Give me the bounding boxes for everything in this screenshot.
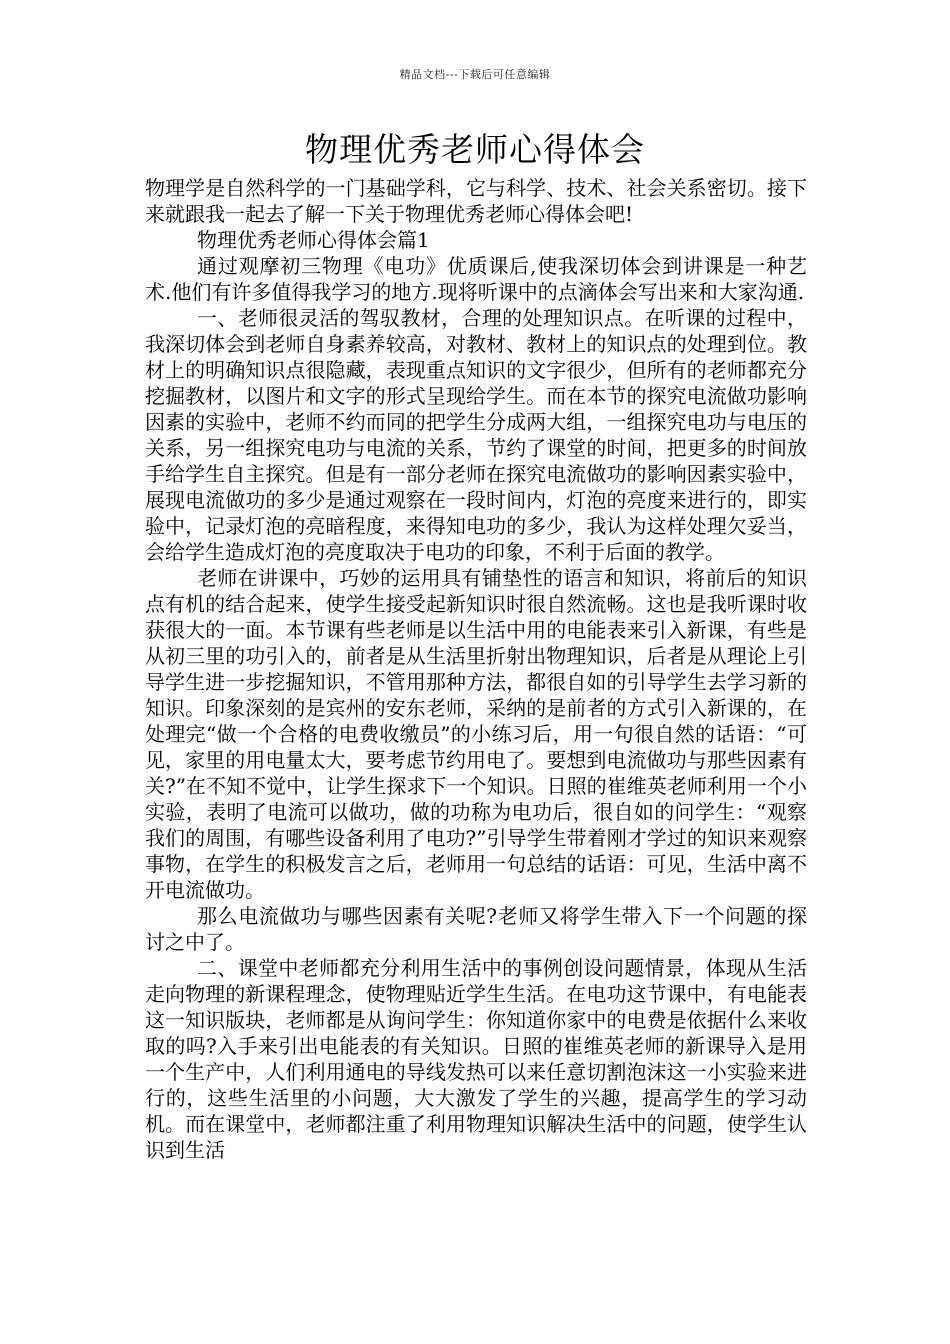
body-paragraph: 一、老师很灵活的驾驭教材，合理的处理知识点。在听课的过程中，我深切体会到老师自身素养较高，对教材、教材上的知识点的处理到位。教材上的明确知识点很隐藏，表现重点知识的文字很少，但所有的老师都充分挖掘教材，以图片和文字的形式呈现给学生。而在本节的探究电流做功影响因素的实验中，老师不约而同的把学生分成两大组，一组探究电功与电压的关系，另一组探究电功与电流的关系，节约了课堂的时间，把更多的时间放手给学生自主探究。但是有一部分老师在探究电流做功的影响因素实验中，展现电流做功的多少是通过观察在一段时间内，灯泡的亮度来进行的，即实验中，记录灯泡的亮暗程度，来得知电功的多少，我认为这样处理欠妥当，会给学生造成灯泡的亮度取决于电功的印象，不利于后面的教学。 <box>145 306 807 564</box>
body-paragraph: 二、课堂中老师都充分利用生活中的事例创设问题情景，体现从生活走向物理的新课程理念，使物理贴近学生生活。在电功这节课中，有电能表这一知识版块，老师都是从询问学生：你知道你家中的电费是依据什么来收取的吗?入手来引出电能表的有关知识。日照的崔维英老师的新课导入是用一个生产中，人们利用通电的导线发热可以来任意切割泡沫这一小实验来进行的，这些生活里的小问题，大大激发了学生的兴趣，提高学生的学习动机。而在课堂中，老师都注重了利用物理知识解决生活中的问题，使学生认识到生活 <box>145 956 807 1162</box>
page-title: 物理优秀老师心得体会 <box>305 130 645 169</box>
header-note: 精品文档---下载后可任意编辑 <box>399 68 551 81</box>
body-paragraph: 通过观摩初三物理《电功》优质课后,使我深切体会到讲课是一种艺术.他们有许多值得我学习的地方.现将听课中的点滴体会写出来和大家沟通. <box>145 254 807 304</box>
intro-paragraph: 物理学是自然科学的一门基础学科，它与科学、技术、社会关系密切。接下来就跟我一起去了解一下关于物理优秀老师心得体会吧! <box>145 176 807 226</box>
body-paragraph: 那么电流做功与哪些因素有关呢?老师又将学生带入下一个问题的探讨之中了。 <box>145 904 807 954</box>
body-paragraph: 老师在讲课中，巧妙的运用具有铺垫性的语言和知识，将前后的知识点有机的结合起来，使学生接受起新知识时很自然流畅。这也是我听课时收获很大的一面。本节课有些老师是以生活中用的电能表来引入新课，有些是从初三里的功引入的，前者是从生活里折射出物理知识，后者是从理论上引导学生进一步挖掘知识，不管用那种方法，都很自如的引导学生去学习新的知识。印象深刻的是宾州的安东老师，采纳的是前者的方式引入新课的，在处理完“做一个合格的电费收缴员”的小练习后，用一句很自然的话语：“可见，家里的用电量太大，要考虑节约用电了。要想到电流做功与那些因素有关?”在不知不觉中，让学生探求下一个知识。日照的崔维英老师利用一个小实验，表明了电流可以做功，做的功称为电功后，很自如的问学生：“观察我们的周围，有哪些设备利用了电功?”引导学生带着刚才学过的知识来观察事物，在学生的积极发言之后，老师用一句总结的话语：可见，生活中离不开电流做功。 <box>145 566 807 902</box>
document-body <box>145 175 807 1163</box>
section-heading: 物理优秀老师心得体会篇1 <box>197 228 430 252</box>
